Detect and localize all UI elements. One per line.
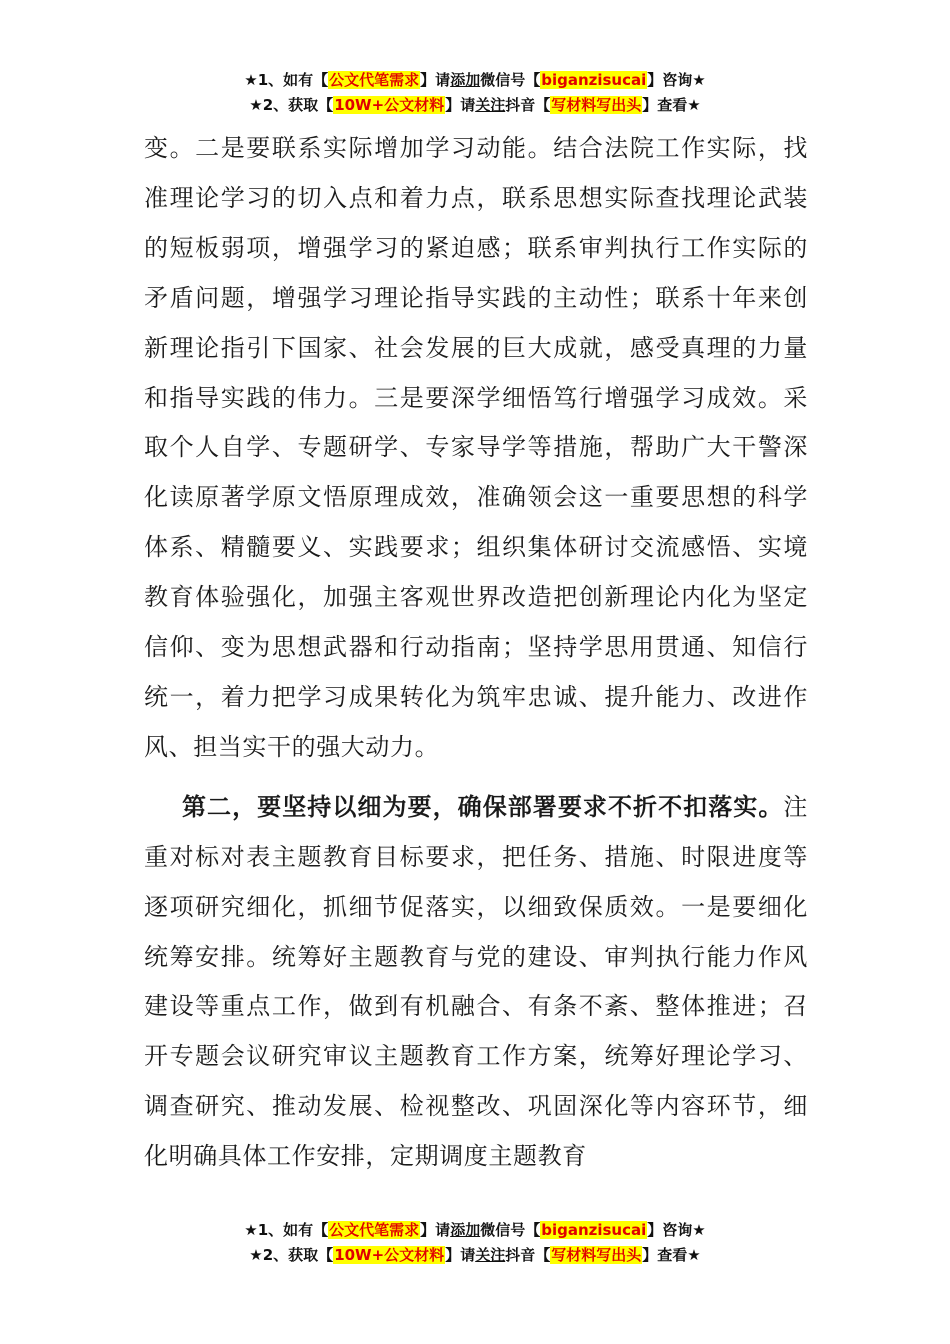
paragraph-1: 变。二是要联系实际增加学习动能。结合法院工作实际，找准理论学习的切入点和着力点，联系思想实际查找理论武装的短板弱项，增强学习的紧迫感；联系审判执行工作实际的矛盾问题，增强学习理论指导实践的主动性；联系十年来创新理论指引下国家、社会发展的巨大成就，感受真理的力量和指导实践的伟力。三是要深学细悟笃行增强学习成效。采取个人自学、专题研学、专家导学等措施，帮助广大干警深化读原著学原文悟原理成效，准确领会这一重要思想的科学体系、精髓要义、实践要求；组织集体研讨交流感悟、实境教育体验强化，加强主客观世界改造把创新理论内化为坚定信仰、变为思想武器和行动指南；坚持学思用贯通、知信行统一，着力把学习成果转化为筑牢忠诚、提升能力、改进作风、担当实干的强大动力。: [144, 134, 808, 761]
highlight-douyin-account: 写材料写出头: [551, 1246, 642, 1264]
footer-banner: [0, 1218, 950, 1268]
highlight-materials: 10W+公文材料: [334, 1246, 445, 1264]
paragraph-2: [144, 783, 808, 1182]
highlight-service: 公文代笔需求: [329, 1221, 420, 1239]
highlight-service: 公文代笔需求: [329, 71, 420, 89]
header-line-2: ★2、获取【10W+公文材料】请关注抖音【写材料写出头】查看★: [249, 96, 701, 114]
header-line-1: ★1、如有【公文代笔需求】请添加微信号【biganzisucai】咨询★: [244, 71, 706, 89]
highlight-wechat-id: biganzisucai: [541, 71, 647, 89]
highlight-wechat-id: biganzisucai: [541, 1221, 647, 1239]
footer-line-2: ★2、获取【10W+公文材料】请关注抖音【写材料写出头】查看★: [249, 1246, 701, 1264]
section-heading: 第二，要坚持以细为要，确保部署要求不折不扣落实。: [182, 792, 784, 821]
header-banner: [0, 68, 950, 118]
paragraph-2-text: 注重对标对表主题教育目标要求，把任务、措施、时限进度等逐项研究细化，抓细节促落实，以细致保质效。一是要细化统筹安排。统筹好主题教育与党的建设、审判执行能力作风建设等重点工作，做到有机融合、有条不紊、整体推进；召开专题会议研究审议主题教育工作方案，统筹好理论学习、调查研究、推动发展、检视整改、巩固深化等内容环节，细化明确具体工作安排，定期调度主题教育: [144, 792, 808, 1171]
footer-line-1: ★1、如有【公文代笔需求】请添加微信号【biganzisucai】咨询★: [244, 1221, 706, 1239]
highlight-materials: 10W+公文材料: [334, 96, 445, 114]
highlight-douyin-account: 写材料写出头: [551, 96, 642, 114]
document-body: [144, 124, 808, 1182]
